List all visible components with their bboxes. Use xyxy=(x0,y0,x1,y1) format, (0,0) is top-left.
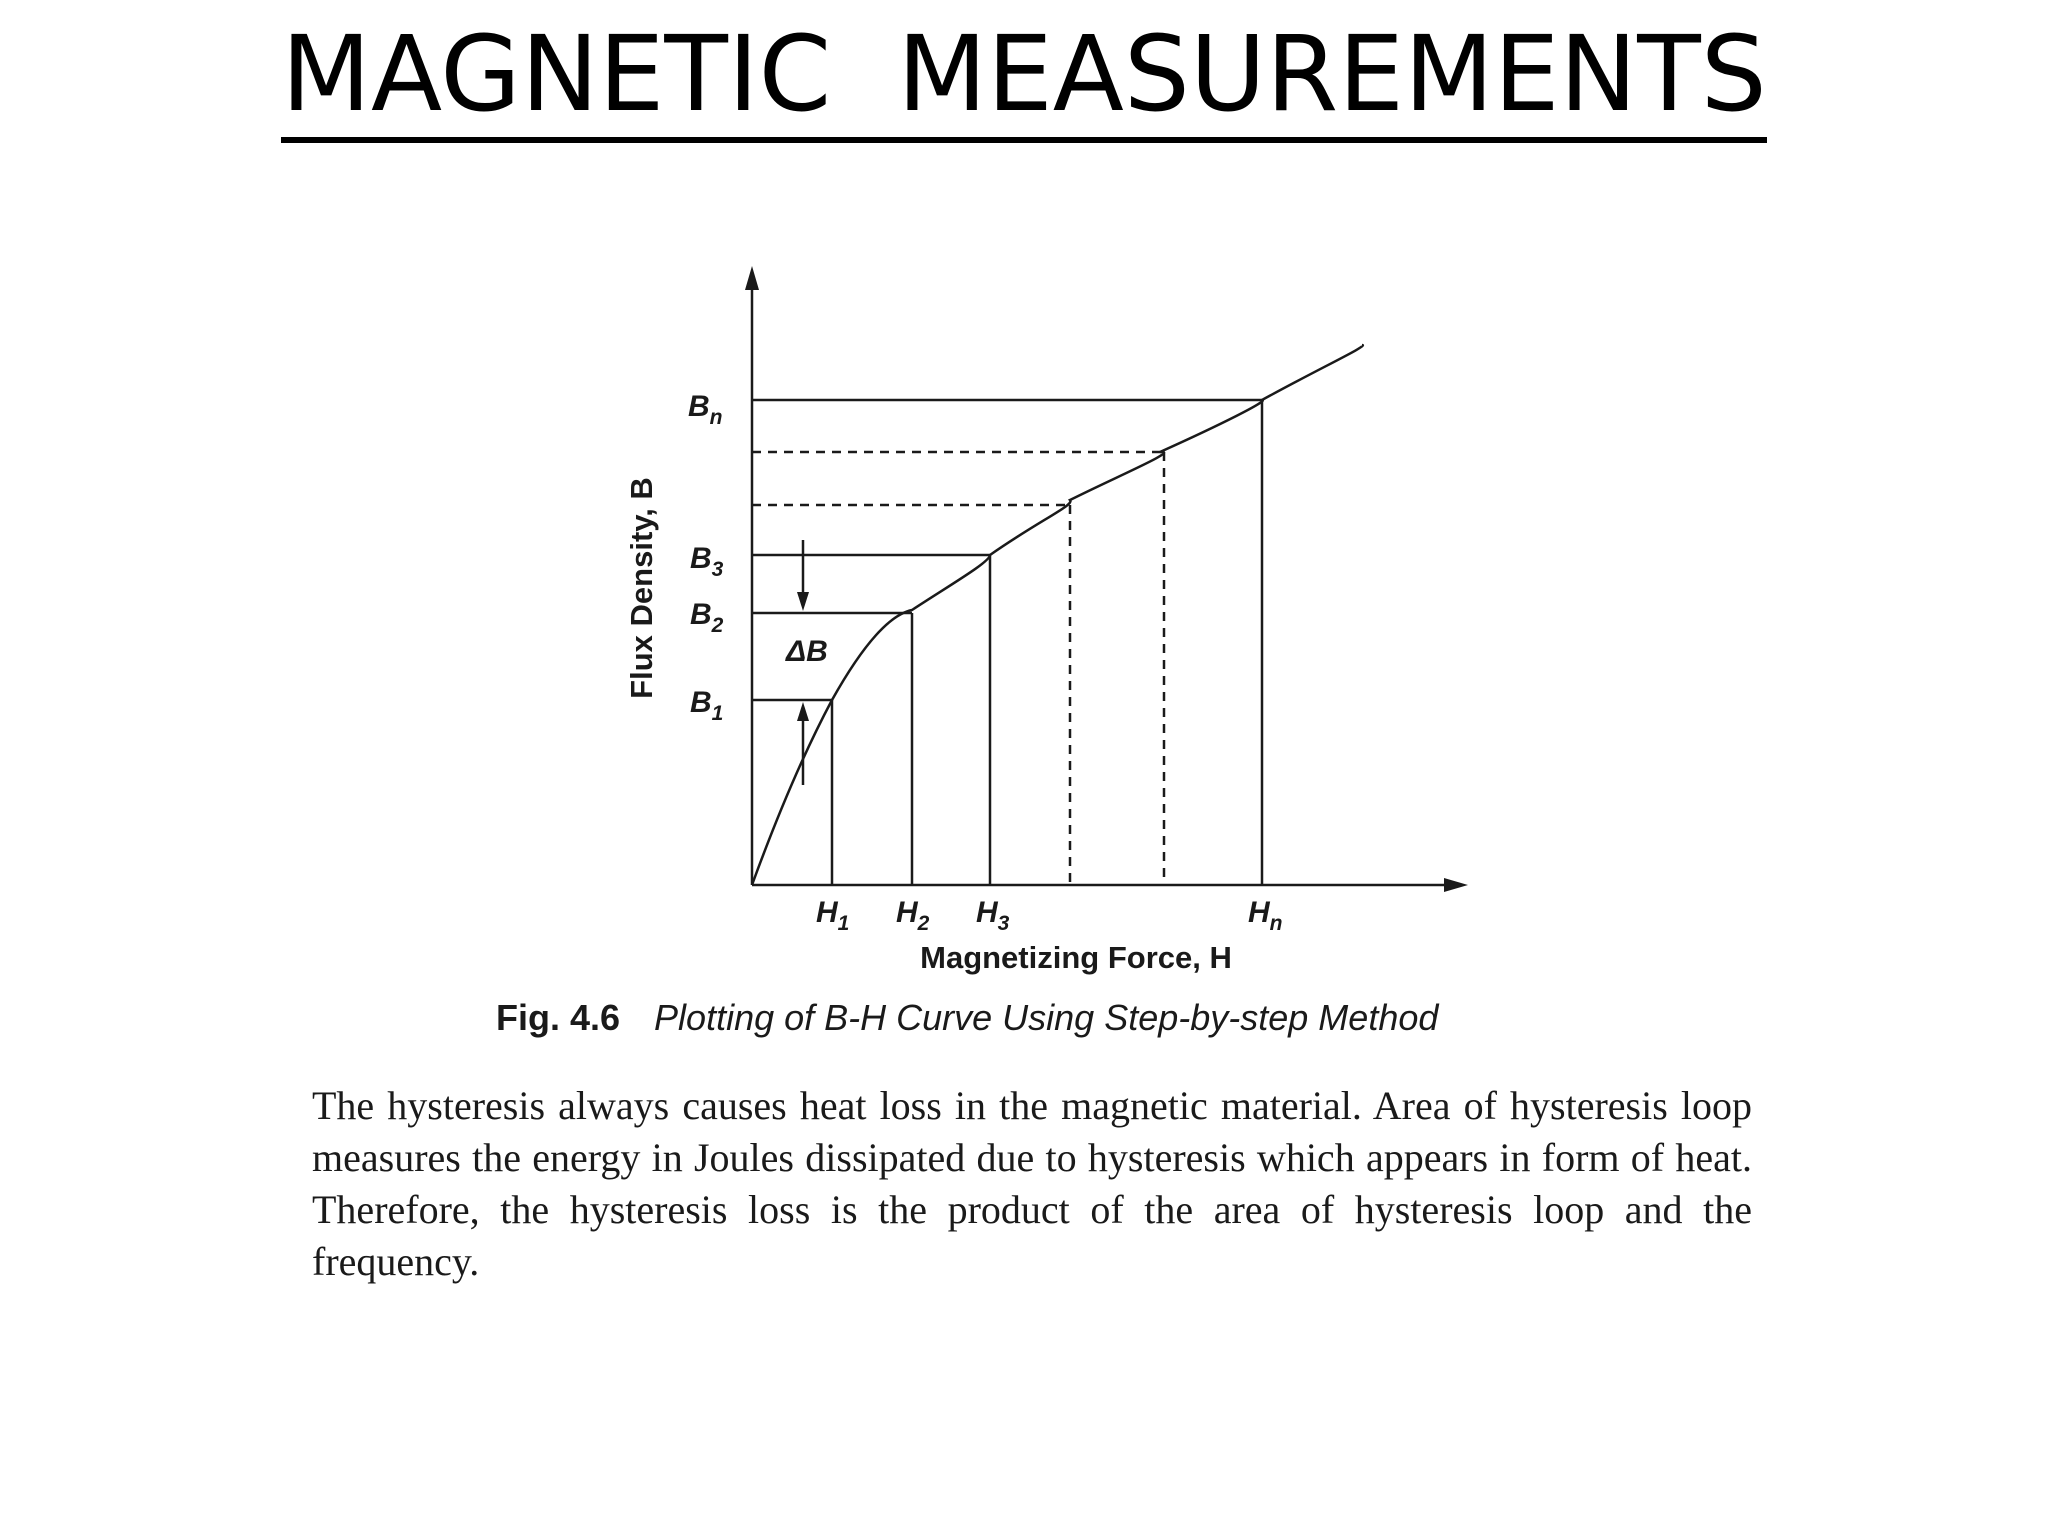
figure-caption-text: Plotting of B-H Curve Using Step-by-step Method xyxy=(654,997,1439,1038)
y-axis-title: Flux Density, B xyxy=(624,477,659,699)
y-axis-arrowhead xyxy=(745,266,759,290)
label-hn: $H_n$ xyxy=(1248,896,1283,935)
bh-curve xyxy=(752,345,1363,885)
delta-b-up-arrowhead xyxy=(797,702,809,721)
figure-caption-number: Fig. 4.6 xyxy=(496,997,621,1038)
label-h3: $H_3$ xyxy=(976,896,1010,935)
label-b2: $B_2$ xyxy=(690,598,724,637)
label-delta-b: ΔB xyxy=(786,635,828,668)
label-h2: $H_2$ xyxy=(896,896,930,935)
delta-b-down-arrowhead xyxy=(797,592,809,611)
x-axis-arrowhead xyxy=(1444,878,1468,892)
slide-title-text: MAGNETIC MEASUREMENTS xyxy=(281,13,1767,143)
label-b3: $B_3$ xyxy=(690,542,724,581)
x-axis-title: Magnetizing Force, H xyxy=(920,940,1232,975)
body-paragraph: The hysteresis always causes heat loss in the magnetic material. Area of hysteresis loop measures the energy in Joules dissipated due to hysteresis which appears in form of heat. Therefore, the hysteresis loss is the product of the area of hysteresis loop and the frequency. xyxy=(312,1083,1752,1284)
label-h1: $H_1$ xyxy=(816,896,850,935)
figure-caption xyxy=(496,997,1439,1038)
label-b1: $B_1$ xyxy=(690,686,724,725)
label-bn: $B_n$ xyxy=(688,390,723,429)
